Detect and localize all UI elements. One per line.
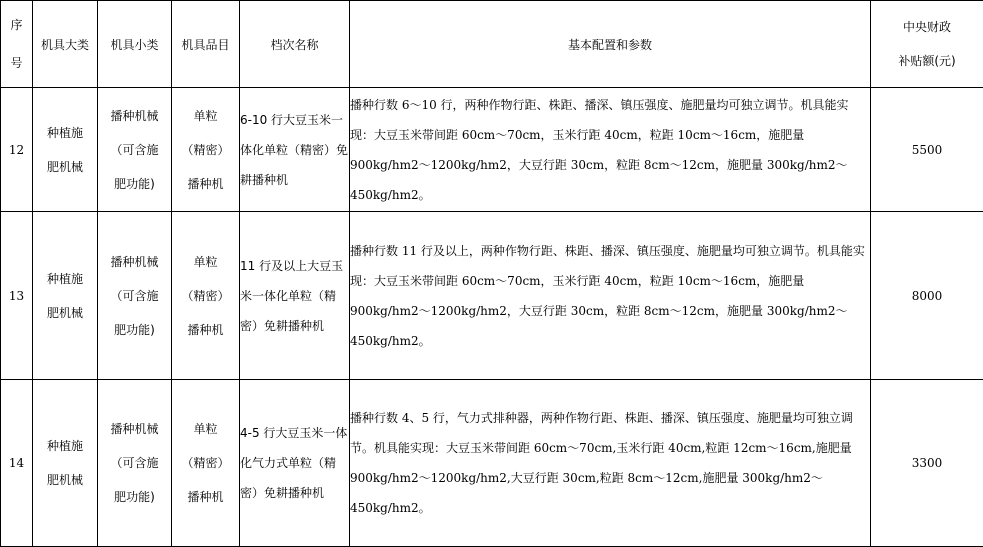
header-amount-line2: 补贴额(元) — [871, 44, 983, 78]
item-line: 单粒 — [172, 99, 239, 133]
header-row — [1, 1, 983, 88]
row-grade-name: 6-10 行大豆玉米一体化单粒（精密）免耕播种机 — [240, 88, 350, 212]
item-line: （精密） — [172, 446, 239, 480]
major-line: 种植施 — [33, 429, 97, 463]
row-major-category — [33, 88, 98, 212]
header-no — [1, 1, 33, 88]
item-line: 播种机 — [172, 313, 239, 347]
minor-line: 肥功能) — [98, 480, 171, 514]
row-no: 13 — [1, 212, 33, 380]
minor-line: 肥功能) — [98, 167, 171, 201]
row-no: 14 — [1, 380, 33, 547]
row-no: 12 — [1, 88, 33, 212]
item-line: （精密） — [172, 133, 239, 167]
table-row — [1, 88, 983, 212]
row-minor-category — [98, 212, 172, 380]
row-item — [172, 380, 240, 547]
row-grade-name: 11 行及以上大豆玉米一体化单粒（精密）免耕播种机 — [240, 212, 350, 380]
item-line: （精密） — [172, 279, 239, 313]
row-major-category — [33, 212, 98, 380]
major-line: 种植施 — [33, 116, 97, 150]
table-row — [1, 212, 983, 380]
minor-line: 播种机械 — [98, 412, 171, 446]
row-grade-name: 4-5 行大豆玉米一体化气力式单粒（精密）免耕播种机 — [240, 380, 350, 547]
header-subsidy-amount — [871, 1, 983, 88]
minor-line: （可含施 — [98, 446, 171, 480]
row-subsidy-amount: 3300 — [871, 380, 983, 547]
row-config: 播种行数 4、5 行，气力式排种器，两种作物行距、株距、播深、镇压强度、施肥量均可独立调节。机具能实现：大豆玉米带间距 60cm～70cm,玉米行距 40cm,粒距 12cm～16cm,施肥量 900kg/hm2～1200kg/hm2,大豆行距 30cm,粒距 8cm～12cm,施肥量 300kg/hm2～450kg/hm2。 — [350, 380, 871, 547]
item-line: 播种机 — [172, 480, 239, 514]
header-config: 基本配置和参数 — [350, 1, 871, 88]
minor-line: 播种机械 — [98, 99, 171, 133]
row-subsidy-amount: 5500 — [871, 88, 983, 212]
row-major-category — [33, 380, 98, 547]
row-config: 播种行数 11 行及以上，两种作物行距、株距、播深、镇压强度、施肥量均可独立调节。机具能实现：大豆玉米带间距 60cm～70cm，玉米行距 40cm，粒距 10cm～16cm，施肥量 900kg/hm2～1200kg/hm2，大豆行距 30cm，粒距 8cm～12cm，施肥量 300kg/hm2～450kg/hm2。 — [350, 212, 871, 380]
row-subsidy-amount: 8000 — [871, 212, 983, 380]
header-no-line2: 号 — [1, 44, 32, 82]
major-line: 肥机械 — [33, 150, 97, 184]
table-row — [1, 380, 983, 547]
row-item — [172, 212, 240, 380]
item-line: 单粒 — [172, 245, 239, 279]
header-no-line1: 序 — [1, 6, 32, 44]
major-line: 肥机械 — [33, 463, 97, 497]
header-grade-name: 档次名称 — [240, 1, 350, 88]
header-amount-line1: 中央财政 — [871, 10, 983, 44]
row-minor-category — [98, 380, 172, 547]
row-minor-category — [98, 88, 172, 212]
header-item: 机具品目 — [172, 1, 240, 88]
item-line: 单粒 — [172, 412, 239, 446]
item-line: 播种机 — [172, 167, 239, 201]
row-item — [172, 88, 240, 212]
minor-line: 肥功能) — [98, 313, 171, 347]
major-line: 肥机械 — [33, 296, 97, 330]
header-major-category: 机具大类 — [33, 1, 98, 88]
minor-line: （可含施 — [98, 279, 171, 313]
row-config: 播种行数 6～10 行，两种作物行距、株距、播深、镇压强度、施肥量均可独立调节。机具能实现：大豆玉米带间距 60cm～70cm，玉米行距 40cm，粒距 10cm～16cm，施肥量 900kg/hm2～1200kg/hm2，大豆行距 30cm，粒距 8cm～12cm，施肥量 300kg/hm2～450kg/hm2。 — [350, 88, 871, 212]
minor-line: 播种机械 — [98, 245, 171, 279]
major-line: 种植施 — [33, 262, 97, 296]
minor-line: （可含施 — [98, 133, 171, 167]
header-minor-category: 机具小类 — [98, 1, 172, 88]
